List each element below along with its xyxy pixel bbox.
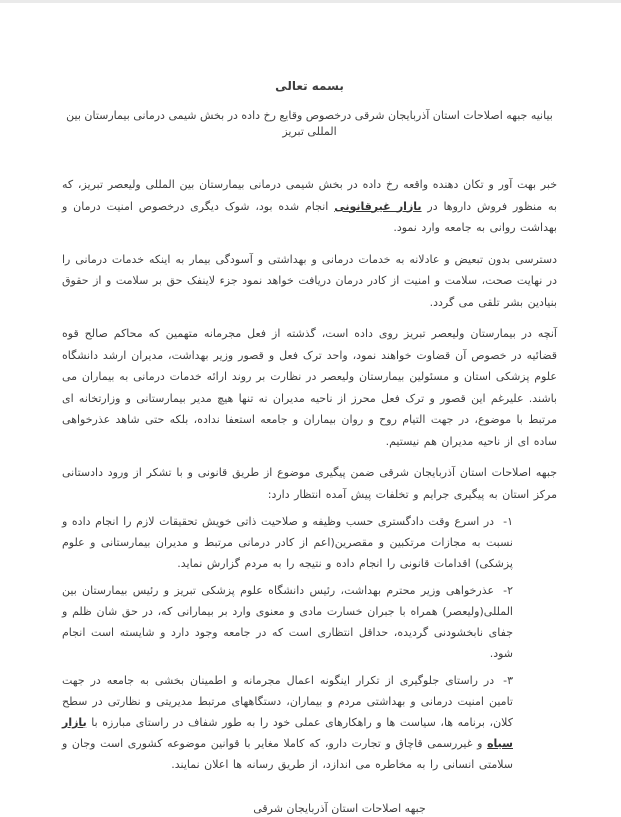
paragraph-accountability: آنچه در بیمارستان ولیعصر تبریز روی داده است، گذشته از فعل مجرمانه متهمین که محاکم صالح قوه قضائیه در خصوص آن قضاوت خواهند نمود، واحد ترک فعل و قصور وزیر بهداشت، مدیران ارشد دانشگاه علوم پزشکی استان و مسئولین بیمارستان ولیعصر در نظارت بر روند ارائه خدمات درمانی به بیماران می باشند. علیرغم این قصور و ترک فعل محرز از ناحیه مدیران نه تنها هیچ مدیر بیمارستانی و وزارتخانه ای مرتبط با موضوع، در جهت التیام روح و روان بیماران و جامعه استعفا نداده، بلکه حتی شاهد عذرخواهی ساده ای از ناحیه مدیران هم نیستیم. bbox=[62, 327, 557, 448]
paragraph-health-rights: دسترسی بدون تبعیض و عادلانه به خدمات درمانی و بهداشتی و آسودگی بیمار به اینکه خدمات درمانی را در نهایت صحت، سلامت و امنیت از کادر درمان دریافت خواهد نمود جزء لاینفک حق بر سلامت و از حقوق بنیادین بشر تلقی می گردد. bbox=[62, 252, 557, 309]
demand-3-text: در راستای جلوگیری از تکرار اینگونه اعمال مجرمانه و اطمینان بخشی به جامعه در جهت تامین امنیت درمانی و بهداشتی مردم و بیماران، دستگاههای مرتبط مدیریتی و نظارتی در سطح کلان، برنامه ها، سیاست ها و راهکارهای عملی خود را به طور شفاف در راستای مبارزه با bbox=[62, 674, 513, 729]
besmele-heading: بسمه تعالی bbox=[275, 79, 344, 93]
scan-edge-artifact bbox=[0, 0, 621, 3]
document-title: بیانیه جبهه اصلاحات استان آذربایجان شرقی درخصوص وقایع رخ داده در بخش شیمی درمانی بیمارستان بین المللی تبریز bbox=[66, 109, 553, 138]
black-market-emphasis: بازار سیاه bbox=[62, 716, 513, 750]
paragraph-incident-text-post: انجام شده بود، شوک دیگری درخصوص امنیت درمان و بهداشت روانی به جامعه وارد نمود. bbox=[62, 199, 557, 234]
demand-item-1 bbox=[62, 511, 513, 574]
demand-item-3 bbox=[62, 670, 513, 775]
illegal-market-emphasis: بازار غیرقانونی bbox=[334, 199, 422, 213]
signature-line: جبهه اصلاحات استان آذربایجان شرقی bbox=[253, 802, 426, 815]
demand-2-text: عذرخواهی وزیر محترم بهداشت، رئیس دانشگاه علوم پزشکی تبریز و رئیس بیمارستان بین المللی(ولیعصر) همراه با جبران خسارت مادی و معنوی وارد بر بیمارانی که، در حق شان ظلم و جفای نابخشودنی گردیده، حداقل انتظاری است که در جامعه وجود دارد و شایسته است انجام شود. bbox=[62, 584, 513, 660]
demand-item-2 bbox=[62, 580, 513, 664]
demands-list bbox=[62, 511, 557, 775]
paragraph-expectations-intro: جبهه اصلاحات استان آذربایجان شرقی ضمن پیگیری موضوع از طریق قانونی و با تشکر از ورود دادستانی مرکز استان به پیگیری جرایم و تخلفات پیش آمده انتظار دارد: bbox=[62, 466, 557, 501]
demand-3-number: ۳- bbox=[503, 674, 513, 687]
demand-3-text-post: و غیررسمی قاچاق و تجارت دارو، که کاملا مغایر با قوانین موضوعه کشوری است وجان و سلامتی انسانی را به مخاطره می اندازد، از طریق رسانه ها اعلان نمایند. bbox=[62, 737, 513, 771]
demand-1-text: در اسرع وقت دادگستری حسب وظیفه و صلاحیت ذاتی خویش تحقیقات لازم را انجام داده و نسبت به مجازات مرتکبین و مقصرین(اعم از کادر درمانی مرتبط و مدیران بیمارستانی و علوم پزشکی) اقدامات قانونی را انجام داده و نتیجه را به مردم گزارش نماید. bbox=[62, 515, 513, 570]
demand-2-number: ۲- bbox=[503, 584, 513, 597]
paragraph-incident-text-pre: خبر بهت آور و تکان دهنده واقعه رخ داده در بخش شیمی درمانی بیمارستان بین المللی ولیعصر تبریز، که به منظور فروش داروها در bbox=[62, 178, 557, 213]
demand-1-number: ۱- bbox=[503, 515, 513, 528]
paragraph-incident bbox=[62, 174, 557, 239]
